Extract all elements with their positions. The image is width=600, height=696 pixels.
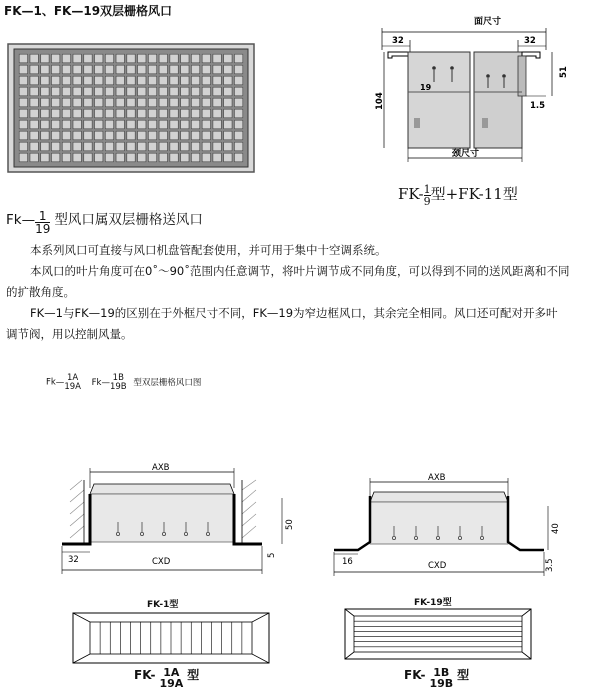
diagram-caption: FK- $\frac{1}{9}$ 型+FK-11型 xyxy=(398,183,518,208)
fk19-caption: FK- 1B 19B 型 xyxy=(404,666,470,690)
paragraph-2-cont: 的扩散角度。 xyxy=(6,285,75,299)
neck-size-label: 颈尺寸 xyxy=(452,149,480,159)
section-heading: Fk— $\frac{1}{19}$ 型风口属双层栅格送风口 xyxy=(6,209,203,236)
fk19-face-drawing xyxy=(344,608,532,660)
face-size-label: 面尺寸 xyxy=(474,17,502,27)
left-cxd-label: CXD xyxy=(152,557,171,567)
grille-photo xyxy=(8,44,254,172)
left-dim-32: 32 xyxy=(68,555,79,565)
paragraph-3: FK—1与FK—19的区别在于外框尺寸不同，FK—19为窄边框风口，其余完全相同。风口还可配对开多叶 xyxy=(30,306,558,320)
right-axb-label: AXB xyxy=(428,473,446,483)
top-title: FK—1、FK—19双层栅格风口 xyxy=(4,4,173,18)
fk19-label: FK-19型 xyxy=(414,598,452,608)
fk1-section-drawing xyxy=(56,460,306,580)
dim-51: 51 xyxy=(559,66,569,78)
dim-104: 104 xyxy=(375,92,385,110)
paragraph-3-cont: 调节阀，用以控制风量。 xyxy=(6,327,133,341)
left-axb-label: AXB xyxy=(152,463,170,473)
fk1-label: FK-1型 xyxy=(147,600,179,610)
right-cxd-label: CXD xyxy=(428,561,447,571)
figure-legend: Fk— 1A 19A Fk— 1B 19B 型双层栅格风口图 xyxy=(46,373,202,392)
paragraph-1: 本系列风口可直接与风口机盘管配套使用，并可用于集中十空调系统。 xyxy=(30,243,387,257)
left-dim-50: 50 xyxy=(285,519,295,530)
description-text xyxy=(0,240,600,345)
dim-32-right: 32 xyxy=(524,36,536,46)
dim-32-left: 32 xyxy=(392,36,404,46)
paragraph-2: 本风口的叶片角度可在0˚～90˚范围内任意调节，将叶片调节成不同角度，可以得到不同的送风距离和不同 xyxy=(30,264,570,278)
right-dim-40: 40 xyxy=(551,523,561,534)
face-neck-diagram xyxy=(375,10,578,180)
fk1-face-drawing xyxy=(72,612,270,664)
right-dim-3-5: 3.5 xyxy=(545,558,555,572)
dim-1-5: 1.5 xyxy=(530,101,546,111)
dim-19: 19 xyxy=(420,83,432,92)
right-dim-16: 16 xyxy=(342,557,353,567)
fk1-caption: FK- 1A 19A 型 xyxy=(134,666,200,690)
left-dim-5: 5 xyxy=(267,552,277,558)
fk19-section-drawing xyxy=(328,468,578,580)
